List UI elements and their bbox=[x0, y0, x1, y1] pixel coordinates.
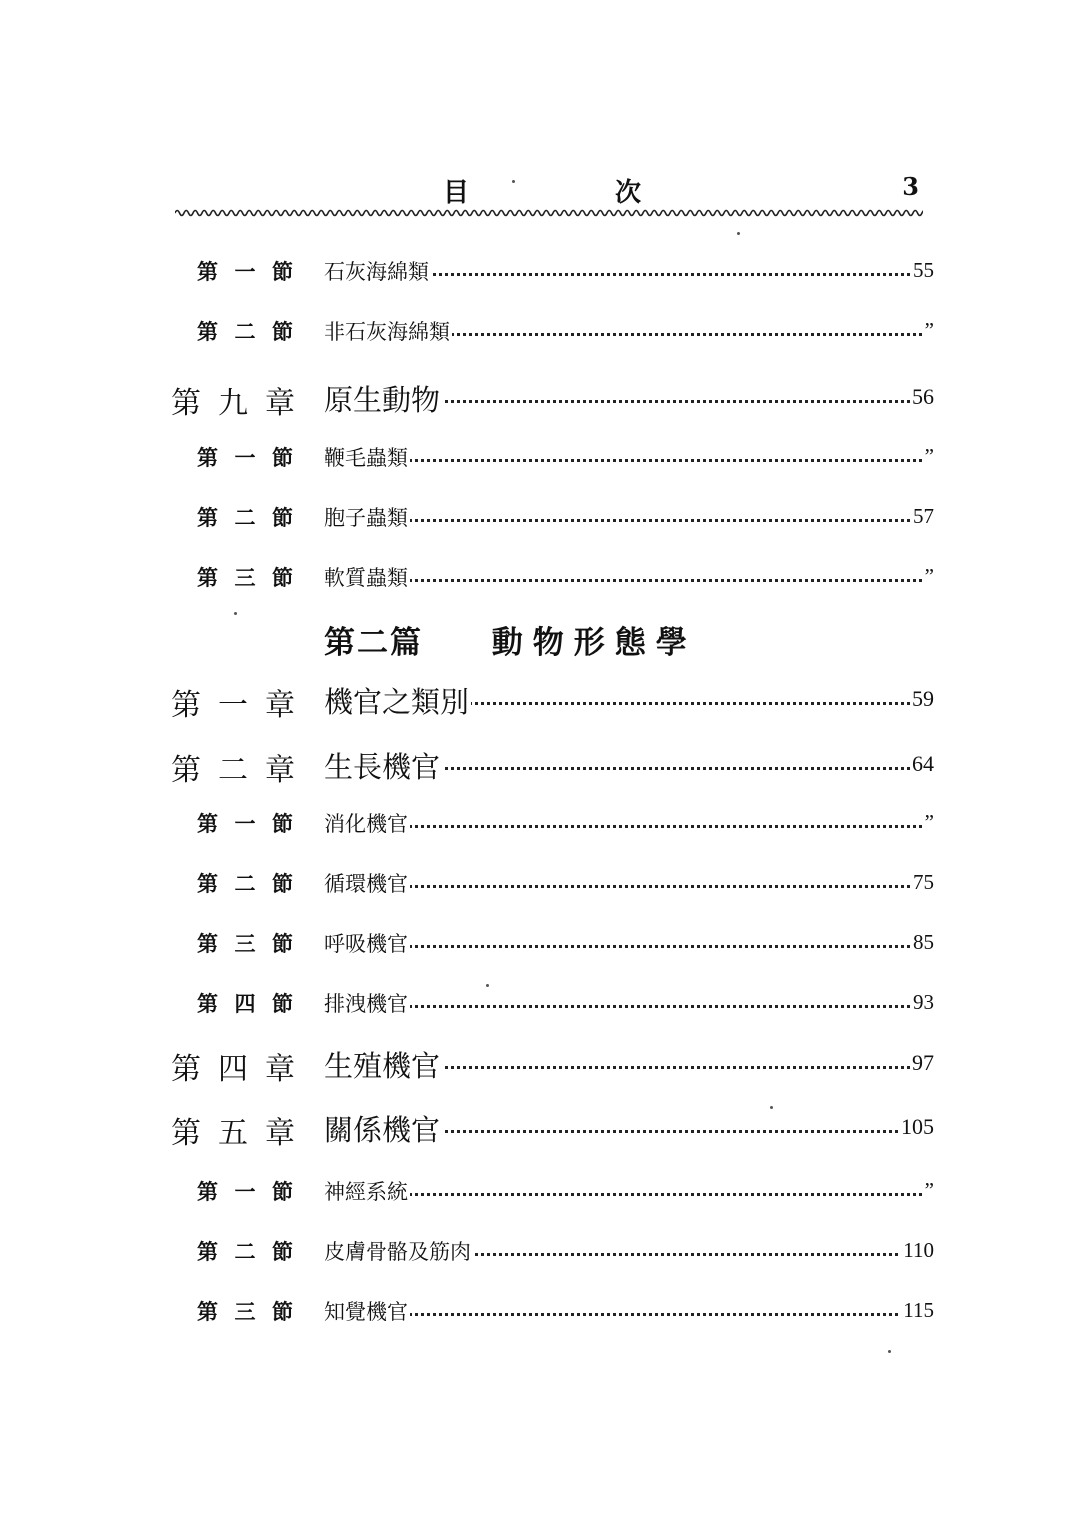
dot-leader bbox=[330, 885, 930, 888]
toc-row-title: 機官之類別 bbox=[324, 680, 471, 721]
running-header bbox=[175, 168, 923, 208]
toc-row-page: ” bbox=[924, 564, 934, 588]
toc-row-title: 循環機官 bbox=[324, 868, 410, 898]
toc-row-label: 第九章 bbox=[171, 386, 295, 421]
wavy-header-rule bbox=[175, 206, 923, 220]
toc-row-page: 115 bbox=[903, 1298, 934, 1322]
toc-row-label: 第四節 bbox=[197, 991, 293, 1016]
toc-row-title: 關係機官 bbox=[324, 1108, 442, 1149]
dot-leader bbox=[330, 459, 930, 462]
toc-row-label: 第二節 bbox=[197, 319, 293, 344]
part-heading bbox=[324, 617, 697, 661]
toc-row-label: 第二章 bbox=[171, 753, 295, 788]
dot-leader bbox=[330, 825, 930, 828]
header-title-char-2: 次 bbox=[615, 178, 642, 208]
toc-row-page: 59 bbox=[912, 686, 934, 711]
toc-row-page: 97 bbox=[912, 1050, 934, 1075]
header-page-number: 3 bbox=[902, 172, 919, 201]
toc-row-title: 消化機官 bbox=[324, 808, 410, 838]
scan-speck bbox=[512, 180, 515, 183]
toc-row-label: 第一節 bbox=[197, 445, 293, 470]
dot-leader bbox=[330, 945, 930, 948]
toc-row-title: 皮膚骨骼及筋肉 bbox=[324, 1236, 473, 1266]
toc-row-page: 110 bbox=[903, 1238, 934, 1262]
toc-row-label: 第三節 bbox=[197, 1299, 293, 1324]
toc-row-title: 知覺機官 bbox=[324, 1296, 410, 1326]
toc-row-page: ” bbox=[924, 1178, 934, 1202]
toc-row-label: 第二節 bbox=[197, 871, 293, 896]
toc-row-title: 胞子蟲類 bbox=[324, 502, 410, 532]
toc-row-title: 石灰海綿類 bbox=[324, 256, 431, 286]
toc-row-page: 64 bbox=[912, 751, 934, 776]
toc-row-title: 非石灰海綿類 bbox=[324, 316, 452, 346]
toc-row-title: 鞭毛蟲類 bbox=[324, 442, 410, 472]
toc-row-label: 第四章 bbox=[171, 1052, 295, 1087]
header-title-char-1: 目 bbox=[443, 178, 470, 208]
toc-row-title: 生長機官 bbox=[324, 745, 442, 786]
toc-row-label: 第三節 bbox=[197, 565, 293, 590]
toc-row-title: 生殖機官 bbox=[324, 1044, 442, 1085]
toc-row-label: 第一節 bbox=[197, 811, 293, 836]
toc-row-page: 56 bbox=[912, 384, 934, 409]
scan-speck bbox=[770, 1106, 773, 1109]
dot-leader bbox=[330, 1193, 930, 1196]
scan-speck bbox=[234, 612, 237, 615]
toc-row-label: 第一章 bbox=[171, 688, 295, 723]
scan-speck bbox=[737, 232, 740, 235]
toc-row-label: 第二節 bbox=[197, 505, 293, 530]
toc-row-page: ” bbox=[924, 318, 934, 342]
scan-speck bbox=[486, 984, 489, 987]
scan-speck bbox=[888, 1350, 891, 1353]
toc-row-page: 105 bbox=[901, 1114, 934, 1139]
toc-row-label: 第二節 bbox=[197, 1239, 293, 1264]
toc-row-label: 第三節 bbox=[197, 931, 293, 956]
toc-row-label: 第五章 bbox=[171, 1116, 295, 1151]
dot-leader bbox=[330, 1005, 930, 1008]
dot-leader bbox=[330, 579, 930, 582]
part-number: 第二篇 bbox=[324, 625, 423, 661]
toc-row-title: 神經系統 bbox=[324, 1176, 410, 1206]
toc-row-label: 第一節 bbox=[197, 259, 293, 284]
toc-row-page: ” bbox=[924, 444, 934, 468]
dot-leader bbox=[330, 519, 930, 522]
toc-row-page: 57 bbox=[913, 504, 934, 528]
toc-row-page: 85 bbox=[913, 930, 934, 954]
dot-leader bbox=[330, 1313, 930, 1316]
toc-row-page: 93 bbox=[913, 990, 934, 1014]
toc-row-label: 第一節 bbox=[197, 1179, 293, 1204]
toc-row-page: ” bbox=[924, 810, 934, 834]
toc-row-page: 75 bbox=[913, 870, 934, 894]
toc-row-page: 55 bbox=[913, 258, 934, 282]
part-title: 動物形態學 bbox=[491, 625, 697, 661]
toc-row-title: 排洩機官 bbox=[324, 988, 410, 1018]
toc-row-title: 呼吸機官 bbox=[324, 928, 410, 958]
toc-row-title: 軟質蟲類 bbox=[324, 562, 410, 592]
toc-row-title: 原生動物 bbox=[324, 378, 442, 419]
